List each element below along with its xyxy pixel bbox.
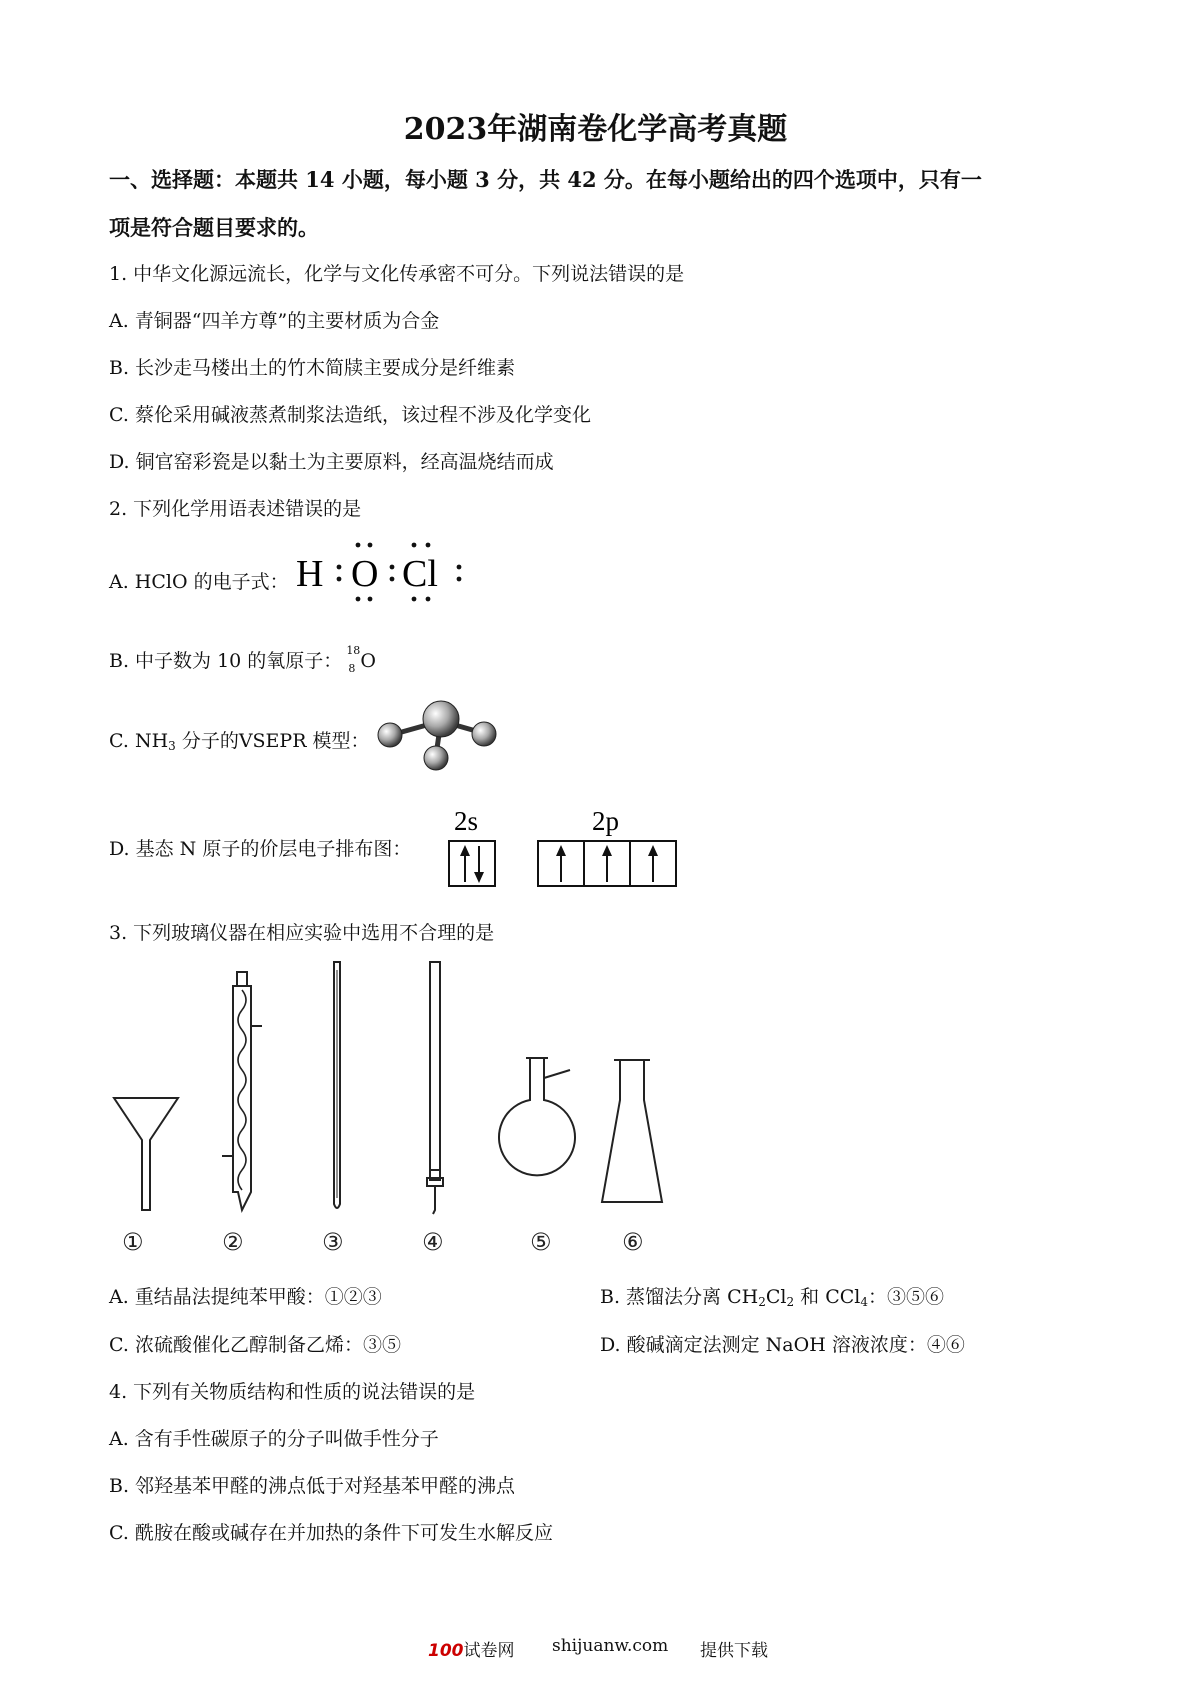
q3-stem: 3. 下列玻璃仪器在相应实验中选用不合理的是 bbox=[109, 922, 495, 944]
glassware-illustration bbox=[100, 960, 740, 1260]
q2-option-a-label: A. HClO 的电子式： bbox=[109, 571, 289, 593]
q2-option-d-label: D. 基态 N 原子的价层电子排布图： bbox=[109, 838, 412, 860]
glassware-label-6: ⑥ bbox=[622, 1228, 644, 1256]
q3-option-a: A. 重结晶法提纯苯甲酸：①②③ bbox=[109, 1286, 382, 1308]
page-title: 2023年湖南卷化学高考真题 bbox=[403, 112, 788, 147]
q1-option-c: C. 蔡伦采用碱液蒸煮制浆法造纸，该过程不涉及化学变化 bbox=[109, 404, 591, 426]
q3-option-b: B. 蒸馏法分离 $CH_2Cl_2$ 和 CCl$_4$：③⑤⑥ bbox=[600, 1286, 944, 1309]
orbital-2s-label: 2s bbox=[454, 806, 479, 836]
glassware-label-5: ⑤ bbox=[530, 1228, 552, 1256]
q1-option-a: A. 青铜器“四羊方尊”的主要材质为合金 bbox=[109, 310, 440, 332]
section-heading-line2: 项是符合题目要求的。 bbox=[109, 215, 319, 240]
q2-stem: 2. 下列化学用语表述错误的是 bbox=[109, 498, 362, 520]
brand-logo: 100 bbox=[428, 1641, 464, 1661]
nitrogen-orbital-diagram bbox=[444, 800, 684, 892]
footer-brand-name: 试卷网 bbox=[463, 1641, 515, 1661]
q2-option-b-label: B. 中子数为 10 的氧原子： bbox=[109, 650, 343, 672]
q4-option-a: A. 含有手性碳原子的分子叫做手性分子 bbox=[109, 1428, 439, 1450]
glassware-label-1: ① bbox=[122, 1228, 144, 1256]
erlenmeyer-flask-icon bbox=[602, 1060, 662, 1202]
footer-site[interactable]: shijuanw.com bbox=[552, 1636, 669, 1656]
q4-stem: 4. 下列有关物质结构和性质的说法错误的是 bbox=[109, 1381, 476, 1403]
glassware-label-4: ④ bbox=[422, 1228, 444, 1256]
footer-note: 提供下载 bbox=[700, 1641, 768, 1661]
section-heading-line1: 一、选择题：本题共 14 小题，每小题 3 分，共 42 分。在每小题给出的四个选项中，只有一 bbox=[109, 167, 982, 192]
funnel-icon bbox=[114, 1098, 178, 1210]
footer-brand bbox=[428, 1636, 515, 1661]
glassware-label-3: ③ bbox=[322, 1228, 344, 1256]
nh3-vsepr-model-icon bbox=[373, 697, 503, 775]
q2-option-c-label: C. $NH_3$ 分子的VSEPR 模型： bbox=[109, 730, 370, 753]
orbital-2p-label: 2p bbox=[592, 806, 619, 836]
condenser-icon bbox=[222, 972, 262, 1210]
oxygen-isotope: 18 8 bbox=[346, 644, 361, 675]
q1-stem: 1. 中华文化源远流长，化学与文化传承密不可分。下列说法错误的是 bbox=[109, 263, 685, 285]
q1-option-b: B. 长沙走马楼出土的竹木简牍主要成分是纤维素 bbox=[109, 357, 516, 379]
formula-h: H bbox=[296, 553, 324, 595]
q3-option-d: D. 酸碱滴定法测定 NaOH 溶液浓度：④⑥ bbox=[600, 1334, 965, 1356]
glassware-label-2: ② bbox=[222, 1228, 244, 1256]
q3-option-c: C. 浓硫酸催化乙醇制备乙烯：③⑤ bbox=[109, 1334, 401, 1356]
distillation-flask-icon bbox=[499, 1058, 575, 1175]
q4-option-b: B. 邻羟基苯甲醛的沸点低于对羟基苯甲醛的沸点 bbox=[109, 1475, 516, 1497]
hclo-electron-formula bbox=[294, 537, 479, 607]
formula-o: O bbox=[351, 553, 379, 595]
q4-option-c: C. 酰胺在酸或碱存在并加热的条件下可发生水解反应 bbox=[109, 1522, 553, 1544]
q1-option-d: D. 铜官窑彩瓷是以黏土为主要原料，经高温烧结而成 bbox=[109, 451, 554, 473]
formula-cl: Cl bbox=[402, 553, 438, 595]
q2-option-b: B. 中子数为 10 的氧原子： 18 8 O bbox=[109, 644, 376, 675]
burette-icon bbox=[427, 962, 443, 1214]
thermometer-icon bbox=[334, 962, 340, 1208]
